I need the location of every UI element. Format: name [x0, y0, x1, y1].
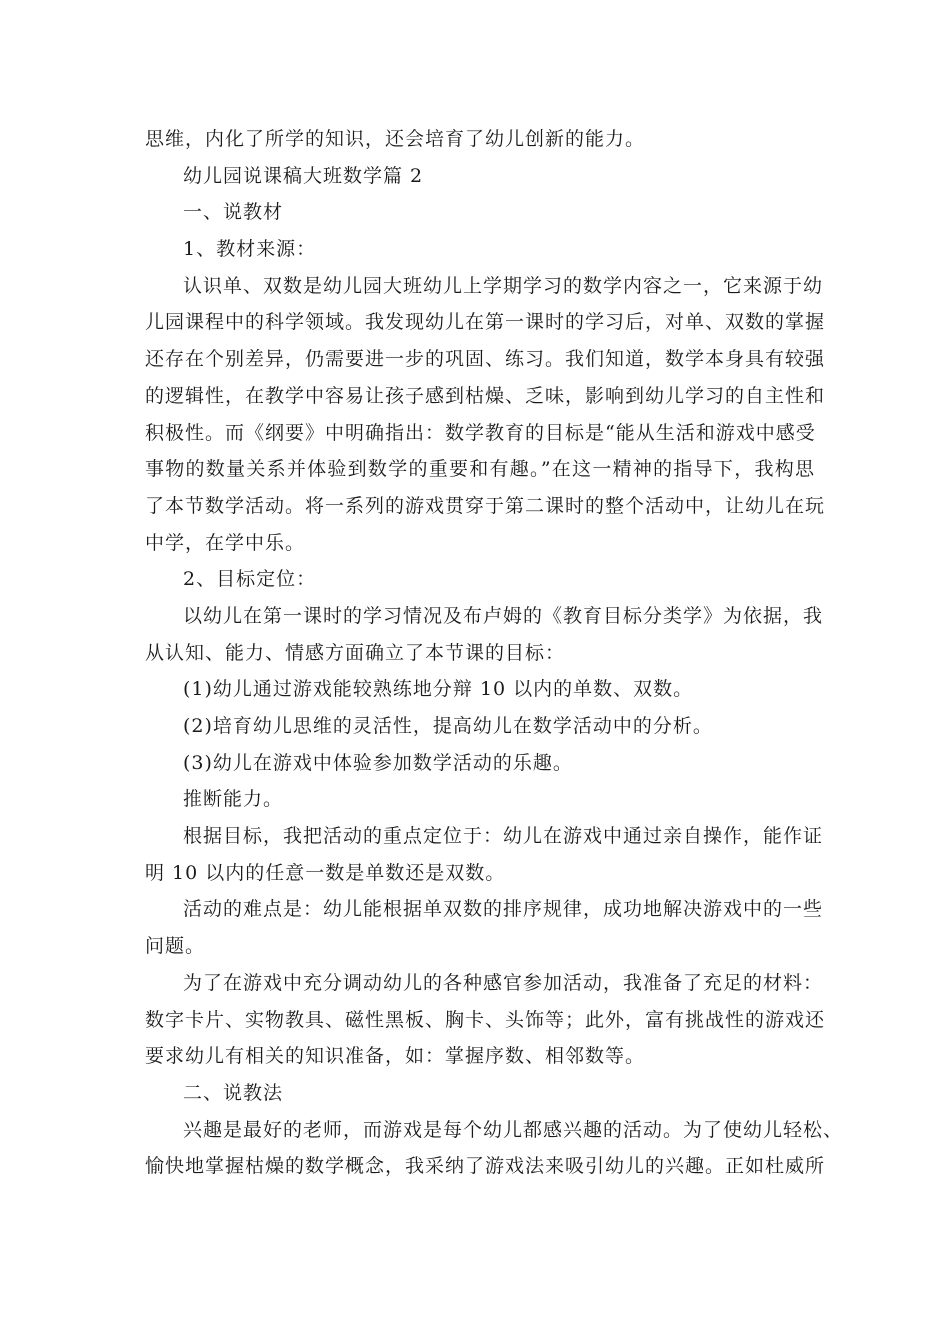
- text-line: 二、说教法: [183, 1081, 284, 1104]
- text-line: 1、教材来源：: [183, 238, 317, 261]
- text-line: 问题。: [145, 935, 206, 958]
- text-line: 认识单、双数是幼儿园大班幼儿上学期学习的数学内容之一，它来源于幼: [183, 274, 824, 297]
- text-line: 从认知、能力、情感方面确立了本节课的目标：: [145, 641, 566, 664]
- text-line: 推断能力。: [183, 788, 284, 811]
- text-line: 明 10 以内的任意一数是单数还是双数。: [145, 861, 506, 884]
- text-line: 活动的难点是：幼儿能根据单双数的排序规律，成功地解决游戏中的一些: [183, 898, 824, 921]
- text-line: 思维，内化了所学的知识，还会培育了幼儿创新的能力。: [145, 128, 646, 150]
- text-line: 为了在游戏中充分调动幼儿的各种感官参加活动，我准备了充足的材料：: [183, 971, 824, 994]
- text-line: 数字卡片、实物教具、磁性黑板、胸卡、头饰等；此外，富有挑战性的游戏还: [145, 1008, 826, 1031]
- text-line: 的逻辑性，在教学中容易让孩子感到枯燥、乏味，影响到幼儿学习的自主性和: [145, 384, 826, 407]
- text-line: 了本节数学活动。将一系列的游戏贯穿于第二课时的整个活动中，让幼儿在玩: [145, 494, 826, 517]
- text-line: 中学，在学中乐。: [145, 531, 306, 554]
- text-line: 以幼儿在第一课时的学习情况及布卢姆的《教育目标分类学》为依据，我: [183, 604, 824, 627]
- text-line: 幼儿园说课稿大班数学篇 2: [183, 164, 424, 187]
- text-line: 要求幼儿有相关的知识准备，如：掌握序数、相邻数等。: [145, 1045, 646, 1068]
- document-body: [145, 121, 844, 1185]
- text-line: 根据目标，我把活动的重点定位于：幼儿在游戏中通过亲自操作，能作证: [183, 825, 824, 848]
- text-line: 儿园课程中的科学领域。我发现幼儿在第一课时的学习后，对单、双数的掌握: [145, 311, 826, 334]
- text-line: 一、说教材: [183, 201, 284, 224]
- text-line: 2、目标定位：: [183, 568, 317, 591]
- text-line: (3)幼儿在游戏中体验参加数学活动的乐趣。: [183, 751, 573, 774]
- text-line: 还存在个别差异，仍需要进一步的巩固、练习。我们知道，数学本身具有较强: [145, 348, 826, 371]
- text-line: (2)培育幼儿思维的灵活性，提高幼儿在数学活动中的分析。: [183, 715, 713, 737]
- text-line: 兴趣是最好的老师，而游戏是每个幼儿都感兴趣的活动。为了使幼儿轻松、: [183, 1118, 844, 1141]
- text-line: (1)幼儿通过游戏能较熟练地分辩 10 以内的单数、双数。: [183, 678, 694, 701]
- text-line: 愉快地掌握枯燥的数学概念，我采纳了游戏法来吸引幼儿的兴趣。正如杜威所: [145, 1155, 826, 1178]
- text-line: 事物的数量关系并体验到数学的重要和有趣。”在这一精神的指导下，我构思: [145, 458, 815, 481]
- text-line: 积极性。而《纲要》中明确指出：数学教育的目标是“能从生活和游戏中感受: [145, 421, 816, 444]
